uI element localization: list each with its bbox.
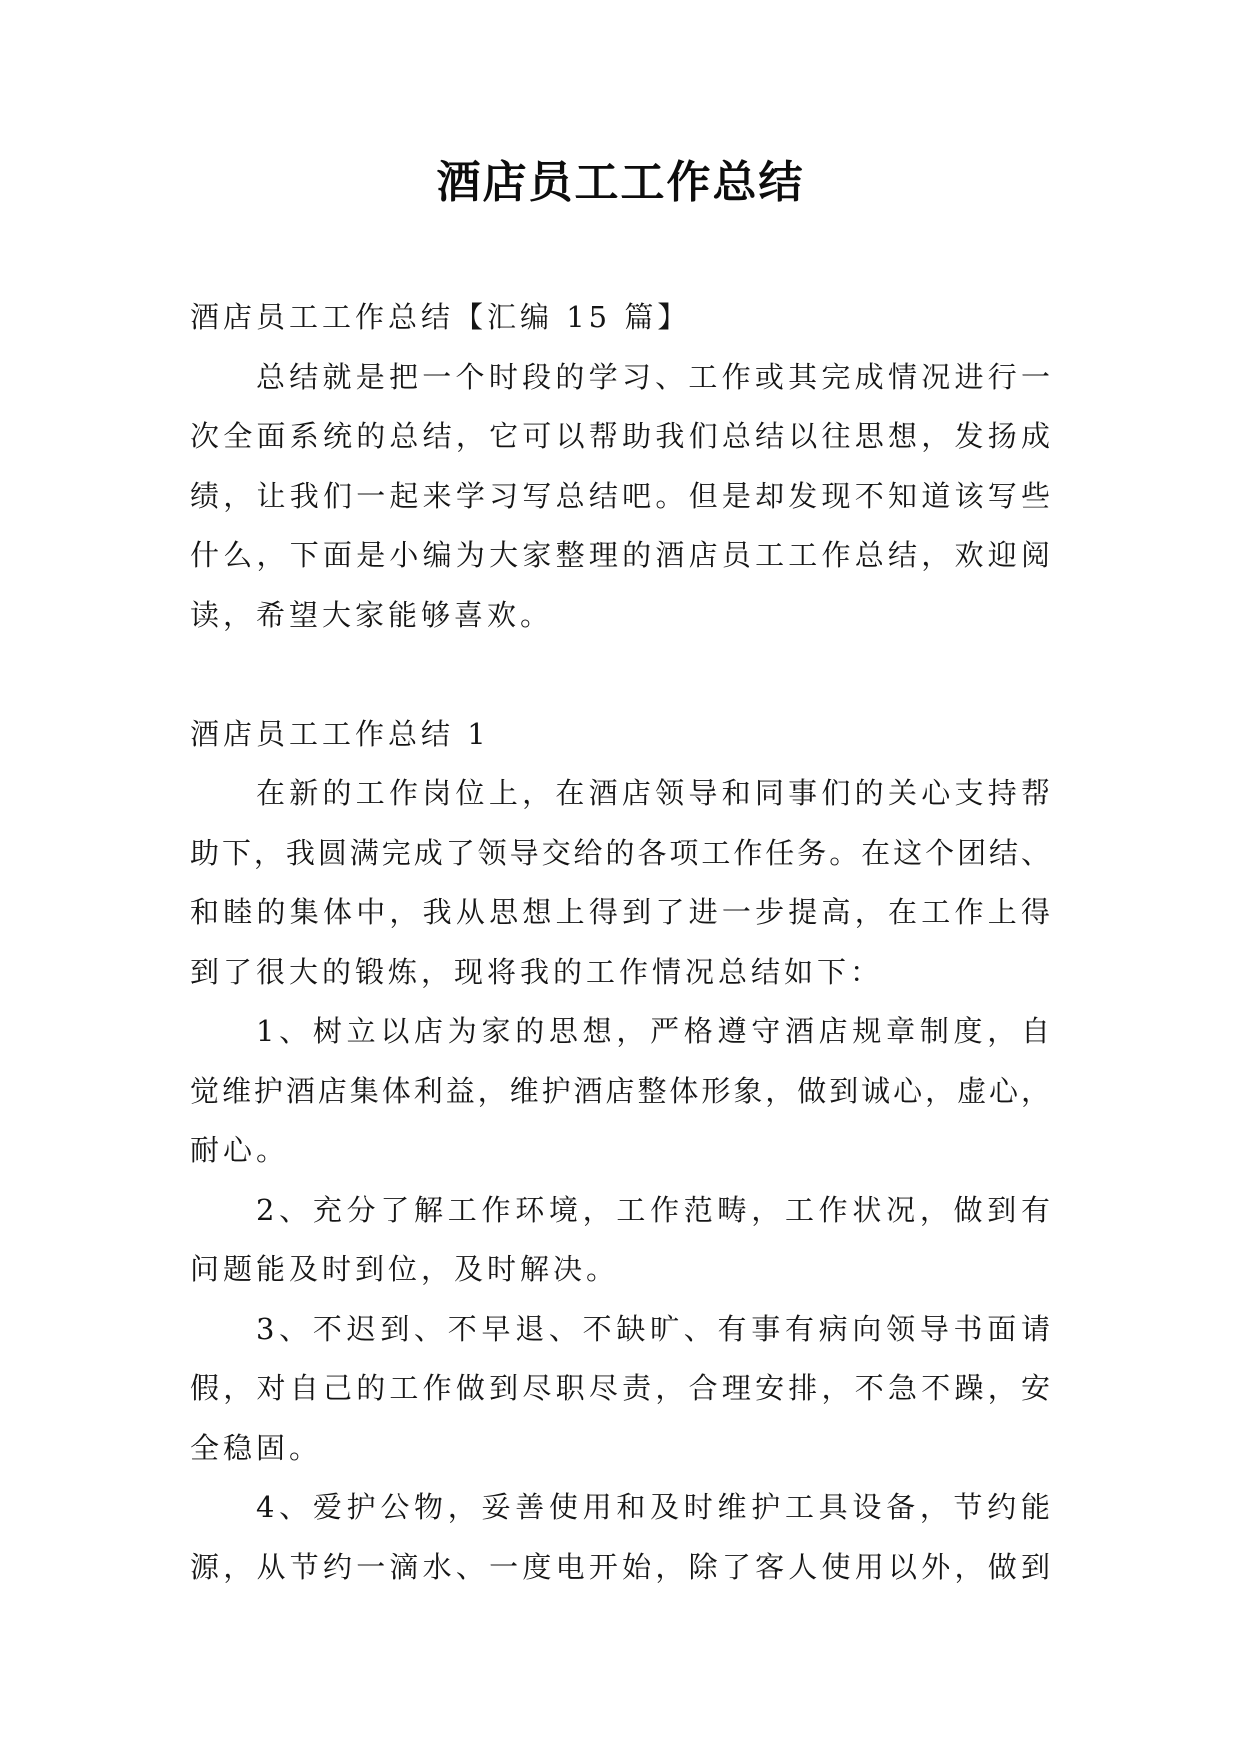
paragraph-line: 3、不迟到、不早退、不缺旷、有事有病向领导书面请 <box>256 1311 1052 1346</box>
section-intro-paragraph <box>190 764 1052 1002</box>
blank-line <box>190 645 1052 705</box>
paragraph-line: 耐心。 <box>190 1133 290 1167</box>
list-item <box>190 1002 1052 1181</box>
paragraph-line: 2、充分了解工作环境，工作范畴，工作状况，做到有 <box>256 1192 1052 1227</box>
paragraph-line: 次全面系统的总结，它可以帮助我们总结以往思想，发扬成 <box>190 419 1052 453</box>
document-subtitle: 酒店员工工作总结【汇编 15 篇】 <box>190 300 691 334</box>
paragraph-line: 源，从节约一滴水、一度电开始，除了客人使用以外，做到 <box>190 1549 1052 1584</box>
section-heading: 酒店员工工作总结 1 <box>190 716 490 751</box>
list-item <box>190 1181 1052 1300</box>
paragraph-line: 1、树立以店为家的思想，严格遵守酒店规章制度，自 <box>256 1014 1052 1048</box>
intro-paragraph <box>190 348 1052 646</box>
paragraph-line: 假，对自己的工作做到尽职尽责，合理安排，不急不躁，安 <box>190 1371 1052 1405</box>
paragraph-line: 在新的工作岗位上，在酒店领导和同事们的关心支持帮 <box>256 776 1052 810</box>
paragraph-line: 问题能及时到位，及时解决。 <box>190 1252 620 1286</box>
paragraph-line: 和睦的集体中，我从思想上得到了进一步提高，在工作上得 <box>190 895 1052 929</box>
paragraph-line: 绩，让我们一起来学习写总结吧。但是却发现不知道该写些 <box>190 478 1052 513</box>
list-item <box>190 1478 1052 1597</box>
paragraph-line: 全稳固。 <box>190 1430 323 1465</box>
document-title: 酒店员工工作总结 <box>436 157 805 208</box>
document-body <box>190 288 1052 1597</box>
paragraph-line: 读，希望大家能够喜欢。 <box>190 597 554 632</box>
paragraph-line: 4、爱护公物，妥善使用和及时维护工具设备，节约能 <box>256 1490 1052 1524</box>
paragraph-line: 助下，我圆满完成了领导交给的各项工作任务。在这个团结、 <box>190 835 1052 870</box>
paragraph-line: 觉维护酒店集体利益，维护酒店整体形象，做到诚心，虚心， <box>190 1073 1052 1108</box>
paragraph-line: 什么，下面是小编为大家整理的酒店员工工作总结，欢迎阅 <box>190 538 1052 572</box>
list-item <box>190 1300 1052 1479</box>
paragraph-line: 到了很大的锻炼，现将我的工作情况总结如下： <box>190 954 884 989</box>
paragraph-line: 总结就是把一个时段的学习、工作或其完成情况进行一 <box>256 359 1052 394</box>
